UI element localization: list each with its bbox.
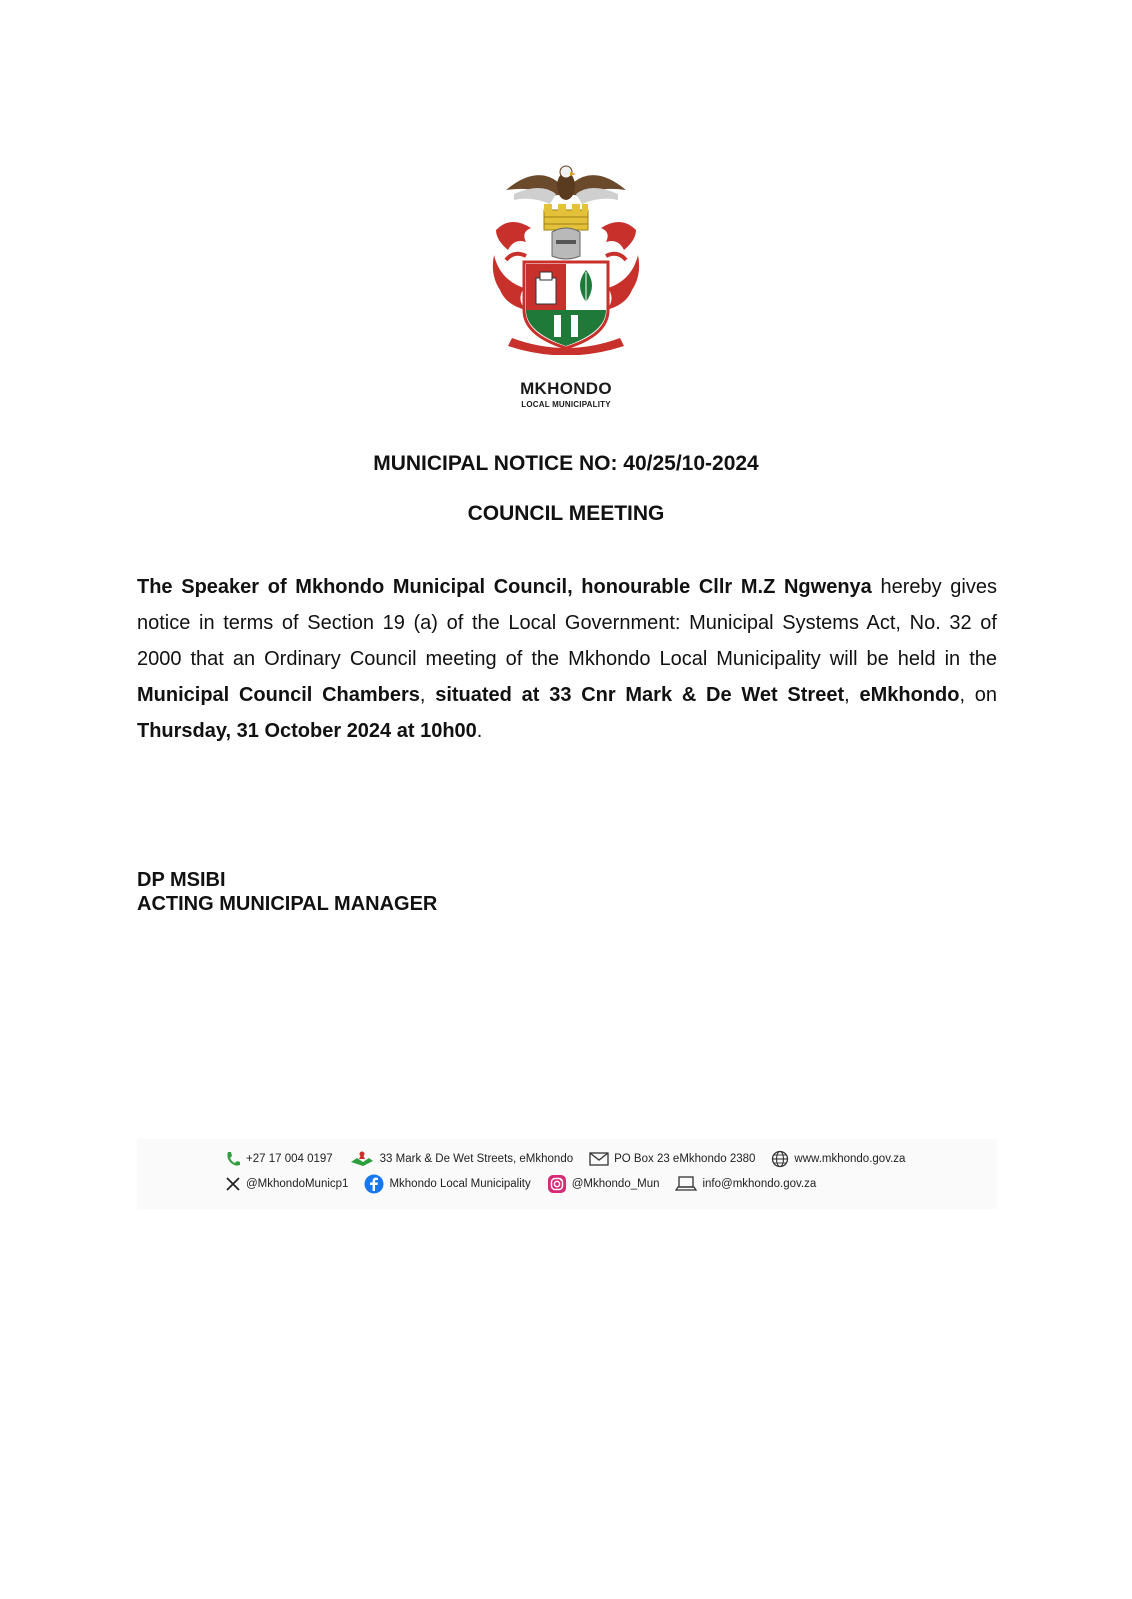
instagram-handle[interactable]: @Mkhondo_Mun: [571, 1178, 660, 1190]
contact-footer: [137, 1139, 997, 1209]
notice-number: MUNICIPAL NOTICE NO: 40/25/10-2024: [373, 452, 759, 475]
contact-row-2: [225, 1173, 832, 1195]
po-box: PO Box 23 eMkhondo 2380: [614, 1153, 756, 1165]
signature-block: [137, 868, 437, 916]
venue: Municipal Council Chambers: [137, 684, 420, 706]
notice-body: [137, 569, 997, 749]
body-text-1: hereby gives notice in terms of Section 19 (a) of the Local Government: Municipal Systems Act, No. 32 of 2000 that an Ordinary Council meeting of the Mkhondo Local Municipality will be held in the: [137, 576, 997, 670]
computer-icon: [675, 1175, 697, 1193]
address-contact: [349, 1150, 573, 1168]
website-link[interactable]: www.mkhondo.gov.za: [794, 1153, 906, 1165]
x-handle[interactable]: @MkhondoMunicp1: [246, 1178, 349, 1190]
org-subtitle: LOCAL MUNICIPALITY: [521, 400, 611, 409]
separator: .: [476, 720, 483, 742]
phone-contact: [225, 1150, 333, 1168]
signatory-title: ACTING MUNICIPAL MANAGER: [137, 893, 438, 915]
meeting-date: Thursday, 31 October 2024 at 10h00: [137, 720, 477, 742]
globe-icon: [771, 1150, 789, 1168]
street-address: 33 Mark & De Wet Streets, eMkhondo: [379, 1153, 574, 1165]
separator: , on: [959, 684, 998, 706]
instagram-contact[interactable]: [547, 1174, 660, 1194]
facebook-icon: [364, 1174, 384, 1194]
town: eMkhondo: [859, 684, 960, 706]
coat-of-arms-logo: [486, 160, 646, 355]
website-contact[interactable]: [771, 1150, 905, 1168]
facebook-contact[interactable]: [364, 1174, 530, 1194]
map-icon: [349, 1150, 375, 1168]
contact-row-1: [225, 1148, 921, 1170]
separator: ,: [844, 684, 860, 706]
facebook-page[interactable]: Mkhondo Local Municipality: [389, 1178, 531, 1190]
phone-number: +27 17 004 0197: [246, 1153, 333, 1165]
x-logo-icon: [225, 1176, 241, 1192]
notice-title: COUNCIL MEETING: [467, 502, 665, 525]
separator: ,: [419, 684, 436, 706]
email-address[interactable]: info@mkhondo.gov.za: [702, 1178, 817, 1190]
envelope-icon: [589, 1152, 609, 1166]
phone-icon: [225, 1150, 241, 1168]
address: situated at 33 Cnr Mark & De Wet Street: [435, 684, 845, 706]
speaker-statement: The Speaker of Mkhondo Municipal Council, honourable Cllr M.Z Ngwenya: [137, 576, 872, 598]
instagram-icon: [547, 1174, 567, 1194]
x-contact[interactable]: [225, 1176, 348, 1192]
email-contact[interactable]: [675, 1175, 816, 1193]
po-box-contact: [589, 1152, 755, 1166]
signatory-name: DP MSIBI: [137, 869, 226, 891]
org-name: MKHONDO: [520, 379, 612, 398]
